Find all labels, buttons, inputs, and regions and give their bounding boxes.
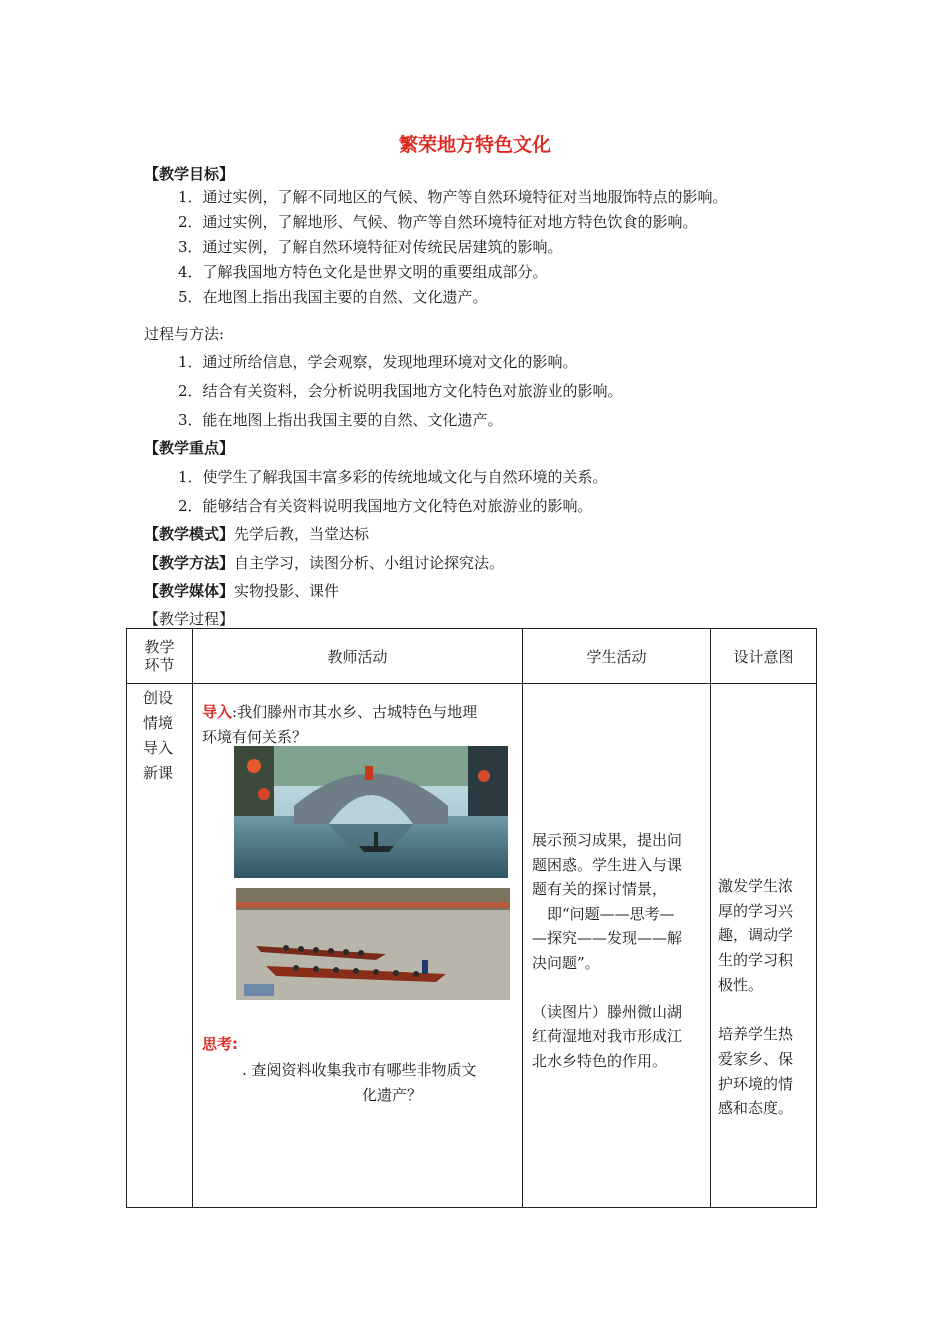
objective-item: 1．通过实例，了解不同地区的气候、物产等自然环境特征对当地服饰特点的影响。 <box>178 188 728 206</box>
process-method-item: 3．能在地图上指出我国主要的自然、文化遗产。 <box>178 411 503 429</box>
process-heading: 【教学过程】 <box>144 610 235 628</box>
teaching-method <box>144 553 504 573</box>
teaching-mode-heading: 【教学模式】 <box>144 525 235 543</box>
think-text-2: 化遗产？ <box>362 1086 423 1104</box>
objectives-heading: 【教学目标】 <box>144 165 235 183</box>
student-activity-line: 题有关的探讨情景， <box>532 880 668 898</box>
design-intent-line: 趣，调动学 <box>718 926 794 945</box>
teaching-media-text: 实物投影、课件 <box>234 582 340 600</box>
student-activity-line: —探究——发现——解 <box>532 929 683 947</box>
design-cell <box>711 684 817 1208</box>
objective-item: 2．通过实例，了解地形、气候、物产等自然环境特征对地方特色饮食的影响。 <box>178 213 698 231</box>
student-activity-line: 题困惑。学生进入与课 <box>532 855 683 874</box>
student-activity-line: （读图片）滕州微山湖 <box>532 1002 683 1021</box>
student-activity-line: 即“问题——思考— <box>532 904 675 923</box>
page-title: 繁荣地方特色文化 <box>398 134 551 156</box>
intro-text: :我们滕州市其水乡、古城特色与地理 <box>232 703 478 721</box>
design-intent-line: 极性。 <box>718 975 764 994</box>
think-label: 思考: <box>202 1035 238 1053</box>
intro-label: 导入 <box>202 703 233 721</box>
header-stage-line: 环节 <box>144 656 175 674</box>
key-points-heading: 【教学重点】 <box>144 439 235 457</box>
design-intent-line: 培养学生热 <box>718 1025 794 1044</box>
teaching-mode <box>144 524 369 544</box>
table-header-row <box>127 629 817 684</box>
teaching-process-table <box>126 628 817 1208</box>
teaching-method-text: 自主学习，读图分析、小组讨论探究法。 <box>234 554 505 572</box>
stage-cell <box>127 684 193 1208</box>
student-activity-line: 红荷湿地对我市形成江 <box>532 1027 683 1045</box>
process-method-heading: 过程与方法: <box>144 325 225 343</box>
table-row <box>127 684 817 1208</box>
teaching-method-heading: 【教学方法】 <box>144 554 235 572</box>
student-activity-line: 展示预习成果，提出问 <box>532 831 683 849</box>
design-intent-line: 生的学习积 <box>718 951 794 970</box>
design-intent-line: 护环境的情 <box>718 1074 794 1093</box>
dragon-boat-photo <box>236 888 510 1000</box>
teacher-cell <box>193 684 523 1208</box>
header-stage <box>127 629 193 684</box>
header-teacher: 教师活动 <box>193 629 523 684</box>
objective-item: 5．在地图上指出我国主要的自然、文化遗产。 <box>178 288 488 306</box>
student-cell <box>523 684 711 1208</box>
stage-line: 创设 <box>143 689 174 707</box>
arch-bridge-image <box>234 746 508 878</box>
key-point-item: 2．能够结合有关资料说明我国地方文化特色对旅游业的影响。 <box>178 497 593 515</box>
stage-line: 情境 <box>143 714 174 732</box>
think-text: . 查阅资料收集我市有哪些非物质文 <box>242 1061 477 1079</box>
design-intent-line: 感和态度。 <box>718 1099 794 1118</box>
teaching-media-heading: 【教学媒体】 <box>144 582 235 600</box>
design-intent-line: 厚的学习兴 <box>718 901 794 920</box>
intro-line <box>202 700 477 725</box>
student-activity-line: 决问题”。 <box>532 953 600 972</box>
intro-text-2: 环境有何关系？ <box>202 728 308 746</box>
design-intent-line: 激发学生浓 <box>718 877 794 895</box>
header-student: 学生活动 <box>523 629 711 684</box>
objective-item: 3．通过实例，了解自然环境特征对传统民居建筑的影响。 <box>178 238 563 256</box>
objective-item: 4．了解我国地方特色文化是世界文明的重要组成部分。 <box>178 263 548 281</box>
process-method-item: 2．结合有关资料，会分析说明我国地方文化特色对旅游业的影响。 <box>178 382 623 400</box>
key-point-item: 1．使学生了解我国丰富多彩的传统地域文化与自然环境的关系。 <box>178 468 608 486</box>
student-activity-line: 北水乡特色的作用。 <box>532 1051 668 1070</box>
stage-line: 导入 <box>143 739 174 757</box>
arch-bridge-photo <box>234 746 508 878</box>
teaching-media <box>144 581 339 601</box>
header-design: 设计意图 <box>711 629 817 684</box>
dragon-boat-image <box>236 888 510 1000</box>
process-method-item: 1．通过所给信息，学会观察，发现地理环境对文化的影响。 <box>178 353 578 371</box>
header-stage-line: 教学 <box>144 638 175 656</box>
stage-line: 新课 <box>143 764 174 782</box>
teaching-mode-text: 先学后教，当堂达标 <box>234 525 370 543</box>
design-intent-line: 爱家乡、保 <box>718 1049 794 1068</box>
